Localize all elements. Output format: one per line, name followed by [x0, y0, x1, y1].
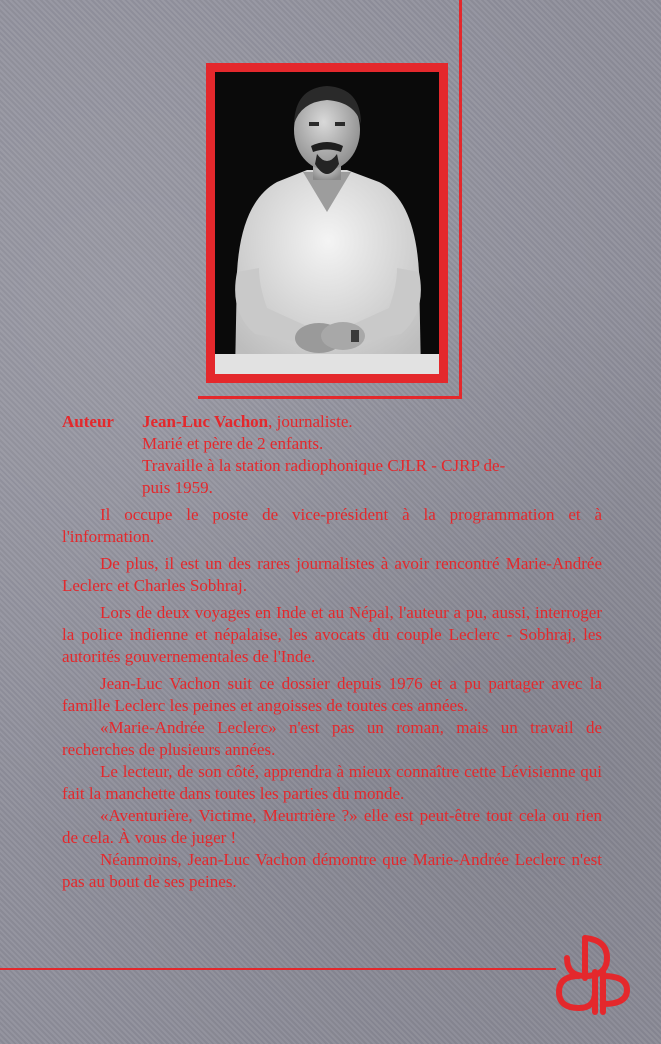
bio-paragraph-6: Le lecteur, de son côté, apprendra à mieux connaître cette Lévisienne qui fait la manchette dans toutes les parties du monde.: [62, 762, 602, 803]
decorative-bottom-line: [0, 968, 556, 970]
author-portrait-illustration: [215, 72, 439, 374]
author-biography: [62, 411, 602, 893]
decorative-horizontal-line: [198, 396, 462, 399]
bio-paragraph-7: «Aventurière, Victime, Meurtrière ?» elle est peut-être tout cela ou rien de cela. À vous de juger !: [62, 806, 602, 847]
author-photo: [215, 72, 439, 374]
author-role: , journaliste.: [268, 412, 353, 431]
bio-paragraph-1: Il occupe le poste de vice-président à la programmation et à l'information.: [62, 505, 602, 546]
publisher-logo: [545, 932, 641, 1016]
author-work-continued: puis 1959.: [142, 478, 213, 497]
bio-paragraph-8: Néanmoins, Jean-Luc Vachon démontre que Marie-Andrée Leclerc n'est pas au bout de ses peines.: [62, 850, 602, 891]
author-label: Auteur: [62, 412, 114, 431]
bio-paragraph-4: Jean-Luc Vachon suit ce dossier depuis 1976 et a pu partager avec la famille Leclerc les peines et angoisses de toutes ces années.: [62, 674, 602, 715]
bio-paragraph-2: De plus, il est un des rares journalistes à avoir rencontré Marie-Andrée Leclerc et Charles Sobhraj.: [62, 554, 602, 595]
author-work: Travaille à la station radiophonique CJLR - CJRP de-: [142, 456, 506, 475]
bio-paragraph-5: «Marie-Andrée Leclerc» n'est pas un roman, mais un travail de recherches de plusieurs années.: [62, 718, 602, 759]
decorative-vertical-line: [459, 0, 462, 398]
author-name: Jean-Luc Vachon: [142, 412, 269, 431]
author-name-line: [142, 411, 602, 433]
author-details: [142, 411, 602, 499]
bio-paragraph-3: Lors de deux voyages en Inde et au Népal, l'auteur a pu, aussi, interroger la police indienne et népalaise, les avocats du couple Leclerc - Sobhraj, les autorités gouvernementales de l'Inde.: [62, 603, 602, 666]
author-photo-frame: [206, 63, 448, 383]
publisher-logo-icon: [545, 932, 641, 1016]
author-family: Marié et père de 2 enfants.: [142, 434, 324, 453]
author-info: [62, 411, 602, 499]
